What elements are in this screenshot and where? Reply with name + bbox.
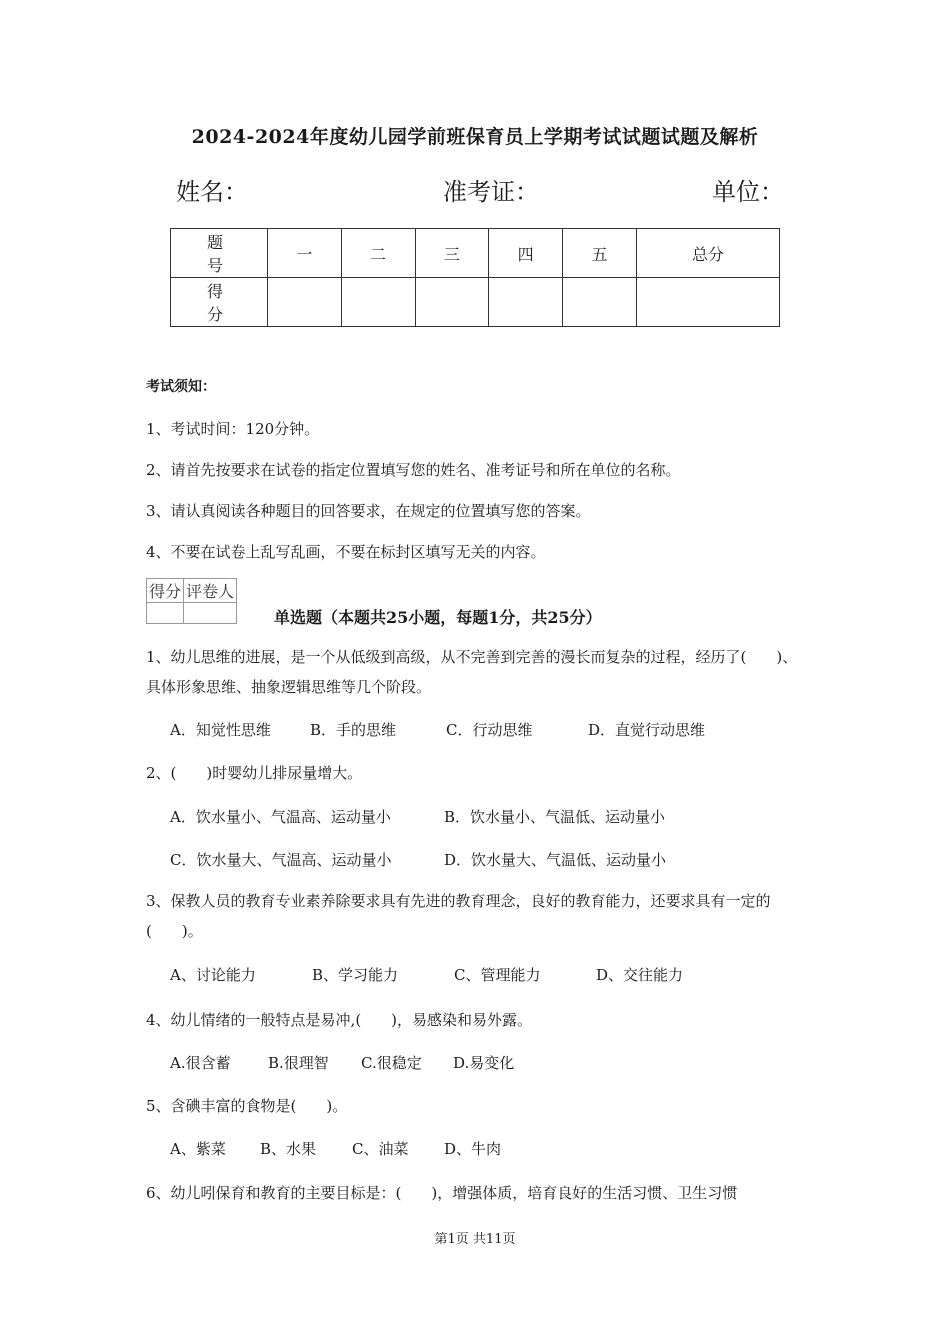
option[interactable]: C、油菜 — [352, 1140, 409, 1158]
notice-item: 1、考试时间：120分钟。 — [146, 420, 320, 438]
exam-id-label: 准考证： — [443, 180, 539, 206]
score-row-label: 得 分 — [171, 278, 268, 327]
option[interactable]: B、水果 — [260, 1140, 317, 1158]
grader-box — [146, 578, 237, 624]
question-options — [170, 719, 705, 740]
option[interactable]: C.很稳定 — [361, 1054, 422, 1072]
option[interactable]: A、紫菜 — [170, 1140, 226, 1158]
grader-score-label: 得分 — [147, 579, 184, 603]
score-table-score-row — [171, 278, 780, 327]
score-table — [170, 228, 780, 327]
score-table-header-row — [171, 229, 780, 278]
score-header-cell: 四 — [489, 229, 563, 278]
notice-item: 4、不要在试卷上乱写乱画，不要在标封区填写无关的内容。 — [146, 543, 546, 561]
question-stem: 2、( )时婴幼儿排尿量增大。 — [146, 764, 363, 782]
option[interactable]: C．行动思维 — [446, 721, 533, 739]
grader-score-cell[interactable] — [147, 603, 184, 624]
section-title: 单选题（本题共25小题，每题1分，共25分） — [274, 608, 602, 627]
grader-reviewer-label: 评卷人 — [184, 579, 237, 603]
unit-label: 单位： — [712, 180, 784, 206]
score-cell[interactable] — [489, 278, 563, 327]
option[interactable]: C．饮水量大、气温高、运动量小 — [170, 851, 392, 869]
question-options — [170, 1052, 514, 1073]
option[interactable]: A.很含蓄 — [170, 1054, 231, 1072]
score-header-cell: 一 — [268, 229, 342, 278]
option[interactable]: B.很理智 — [268, 1054, 329, 1072]
option[interactable]: D.易变化 — [453, 1054, 515, 1072]
question-options — [170, 964, 683, 985]
option[interactable]: A、讨论能力 — [170, 966, 256, 984]
option[interactable]: B．手的思维 — [310, 721, 397, 739]
score-header-cell: 题 号 — [171, 229, 268, 278]
question-stem: 4、幼儿情绪的一般特点是易冲,( )，易感染和易外露。 — [146, 1011, 533, 1029]
score-header-cell: 五 — [563, 229, 637, 278]
question-options — [170, 849, 666, 870]
score-cell[interactable] — [415, 278, 489, 327]
notice-title: 考试须知： — [146, 379, 216, 395]
option[interactable]: D．直觉行动思维 — [588, 721, 706, 739]
option[interactable]: B、学习能力 — [312, 966, 399, 984]
option[interactable]: B．饮水量小、气温低、运动量小 — [444, 808, 666, 826]
score-header-cell: 总分 — [636, 229, 779, 278]
score-cell[interactable] — [636, 278, 779, 327]
question-stem: 3、保教人员的教育专业素养除要求具有先进的教育理念，良好的教育能力，还要求具有一定的( )。 — [146, 892, 771, 940]
notice-item: 3、请认真阅读各种题目的回答要求，在规定的位置填写您的答案。 — [146, 502, 591, 520]
score-cell[interactable] — [268, 278, 342, 327]
score-header-cell: 三 — [415, 229, 489, 278]
option[interactable]: A．饮水量小、气温高、运动量小 — [170, 808, 391, 826]
question-options — [170, 806, 665, 827]
option[interactable]: D、牛肉 — [444, 1140, 502, 1158]
score-cell[interactable] — [563, 278, 637, 327]
question-options — [170, 1138, 501, 1159]
question-stem: 6、幼儿吲保育和教育的主要目标是：( )，增强体质，培育良好的生活习惯、卫生习惯 — [146, 1184, 738, 1202]
option[interactable]: D．饮水量大、气温低、运动量小 — [444, 851, 667, 869]
question-stem: 5、含碘丰富的食物是( )。 — [146, 1097, 348, 1115]
option[interactable]: C、管理能力 — [454, 966, 541, 984]
question-stem: 1、幼儿思维的进展，是一个从低级到高级，从不完善到完善的漫长而复杂的过程，经历了( )、具体形象思维、抽象逻辑思维等几个阶段。 — [146, 648, 798, 696]
score-cell[interactable] — [341, 278, 415, 327]
name-label: 姓名： — [176, 180, 248, 206]
page-footer: 第1页 共11页 — [434, 1232, 516, 1247]
option[interactable]: D、交往能力 — [596, 966, 684, 984]
option[interactable]: A．知觉性思维 — [170, 721, 271, 739]
notice-item: 2、请首先按要求在试卷的指定位置填写您的姓名、准考证号和所在单位的名称。 — [146, 461, 681, 479]
score-header-cell: 二 — [341, 229, 415, 278]
page-title: 2024-2024年度幼儿园学前班保育员上学期考试试题试题及解析 — [191, 126, 759, 148]
grader-reviewer-cell[interactable] — [184, 603, 237, 624]
